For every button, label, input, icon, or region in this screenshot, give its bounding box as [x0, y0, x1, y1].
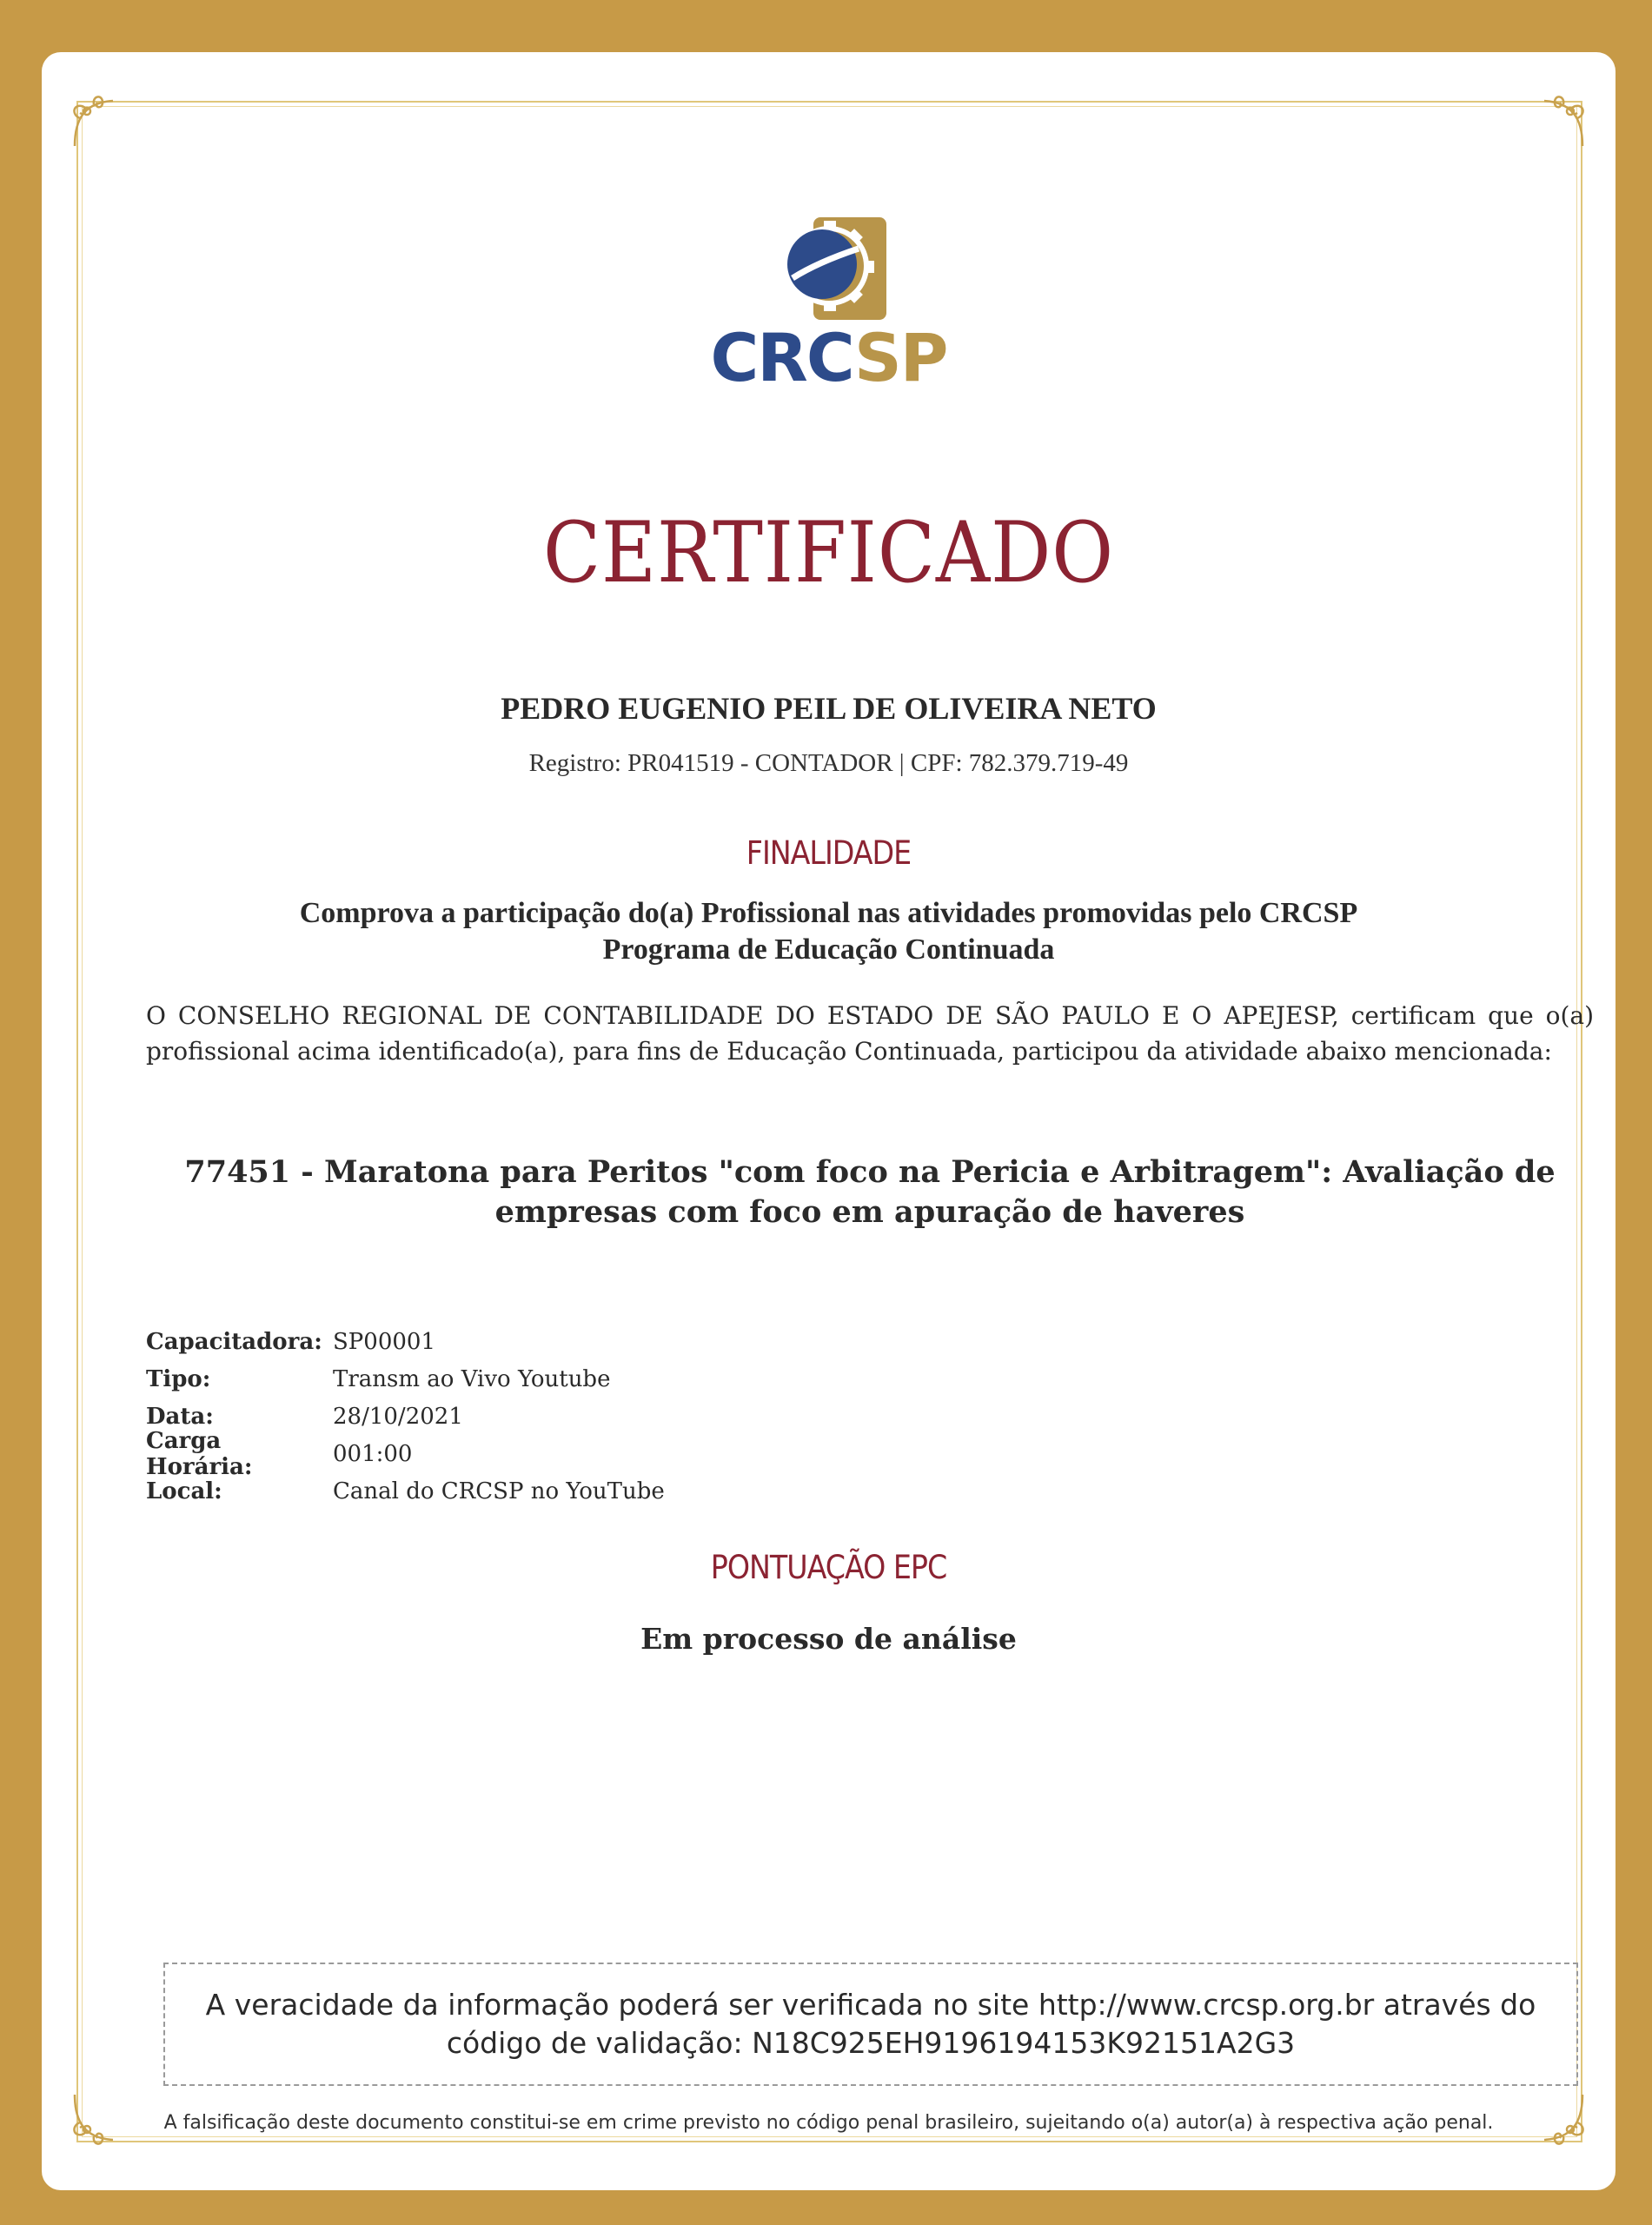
detail-row: [146, 1472, 665, 1510]
corner-ornament-icon: [1529, 92, 1589, 153]
detail-label: Data:: [146, 1403, 214, 1430]
crcsp-logo: [42, 214, 1616, 396]
finalidade-line-1: Comprova a participação do(a) Profissional nas atividades promovidas pelo CRCSP: [299, 897, 1358, 929]
verification-line-2: código de validação: N18C925EH9196194153K92151A2G3: [446, 2026, 1296, 2060]
recipient-name: PEDRO EUGENIO PEIL DE OLIVEIRA NETO: [501, 691, 1157, 726]
activity-line-1: 77451 - Maratona para Peritos "com foco na Pericia e Arbitragem": Avaliação de: [184, 1154, 1556, 1190]
detail-value: 28/10/2021: [333, 1403, 463, 1430]
detail-label: Carga Horária:: [146, 1427, 253, 1480]
activity-details: [146, 1323, 665, 1510]
detail-row: [146, 1427, 665, 1480]
detail-value: Canal do CRCSP no YouTube: [333, 1478, 665, 1504]
activity-title: [155, 1152, 1585, 1232]
decorative-frame: [76, 101, 1582, 2142]
finalidade-line-2: Programa de Educação Continuada: [602, 933, 1055, 966]
corner-ornament-icon: [68, 92, 129, 153]
detail-value: SP00001: [333, 1328, 436, 1355]
pontuacao-status: Em processo de análise: [640, 1622, 1017, 1656]
verification-box: [163, 1963, 1578, 2086]
crcsp-emblem-icon: [768, 214, 890, 327]
logo-text-crc: CRC: [710, 319, 855, 396]
detail-label: Capacitadora:: [146, 1328, 322, 1355]
certificate-title: CERTIFICADO: [542, 504, 1115, 601]
detail-row: [146, 1360, 665, 1398]
pontuacao-heading: PONTUAÇÃO EPC: [710, 1549, 947, 1586]
finalidade-heading: FINALIDADE: [746, 834, 912, 872]
certificate-card: [42, 52, 1616, 2190]
activity-line-2: empresas com foco em apuração de haveres: [494, 1194, 1245, 1230]
detail-label: Tipo:: [146, 1365, 211, 1392]
verification-line-1: A veracidade da informação poderá ser verificada no site http://www.crcsp.org.br através do: [205, 1988, 1536, 2022]
legal-disclaimer: A falsificação deste documento constitui-se em crime previsto no código penal brasileiro, sujeitando o(a) autor(a) à respectiva ação penal.: [163, 2112, 1494, 2134]
certification-statement: O CONSELHO REGIONAL DE CONTABILIDADE DO ESTADO DE SÃO PAULO E O APEJESP, certificam que o(a) profissional acima identificado(a), para fins de Educação Continuada, participou da atividade abaixo mencionada:: [146, 1001, 1594, 1066]
logo-text-sp: SP: [854, 319, 947, 396]
recipient-registro: Registro: PR041519 - CONTADOR | CPF: 782.379.719-49: [528, 749, 1129, 777]
finalidade-text: [42, 895, 1616, 968]
detail-value: 001:00: [333, 1440, 413, 1467]
detail-value: Transm ao Vivo Youtube: [333, 1365, 611, 1392]
detail-label: Local:: [146, 1478, 222, 1504]
detail-row: [146, 1323, 665, 1360]
